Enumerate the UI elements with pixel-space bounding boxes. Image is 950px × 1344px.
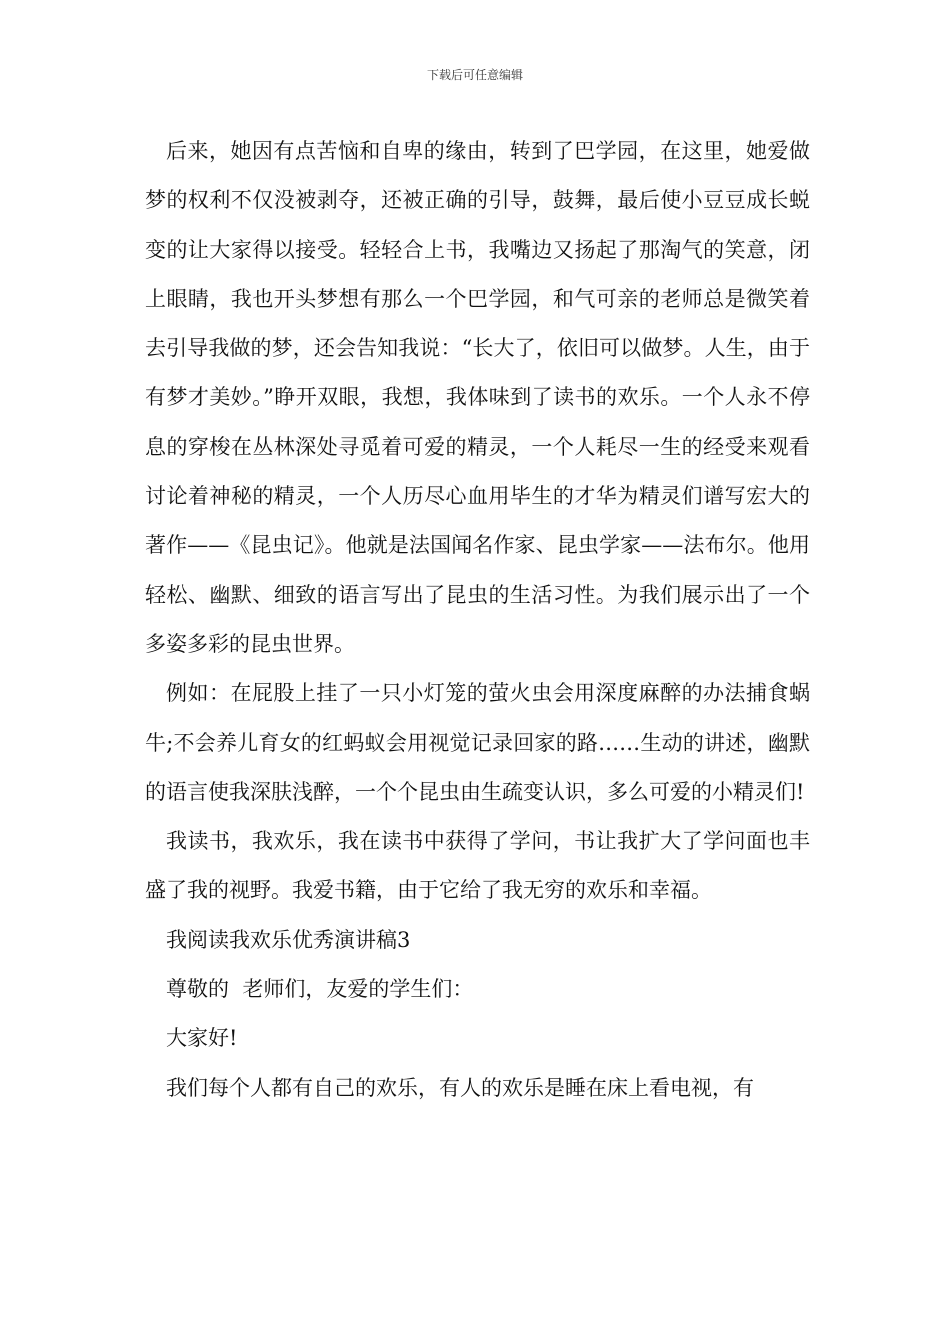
document-body <box>145 127 810 1113</box>
section-title: 我阅读我欢乐优秀演讲稿3 <box>166 927 411 952</box>
paragraph-example: 例如：在屁股上挂了一只小灯笼的萤火虫会用深度麻醉的办法捕食蜗牛;不会养儿育女的红蚂蚁会用视觉记录回家的路……生动的讲述，幽默的语言使我深肤浅醉，一个个昆虫由生疏变认识，多么可爱的小精灵们! <box>145 681 810 804</box>
page-header: 下载后可任意编辑 <box>426 68 523 82</box>
paragraph-conclusion: 我读书，我欢乐，我在读书中获得了学问，书让我扩大了学问面也丰盛了我的视野。我爱书籍，由于它给了我无穷的欢乐和幸福。 <box>145 829 810 903</box>
greeting: 大家好! <box>166 1026 238 1051</box>
salutation: 尊敬的 老师们，友爱的学生们： <box>166 977 474 1002</box>
paragraph-opening: 我们每个人都有自己的欢乐，有人的欢乐是睡在床上看电视，有 <box>166 1075 754 1100</box>
paragraph-intro: 后来，她因有点苦恼和自卑的缘由，转到了巴学园，在这里，她爱做梦的权利不仅没被剥夺，还被正确的引导，鼓舞，最后使小豆豆成长蜕变的让大家得以接受。轻轻合上书，我嘴边又扬起了那淘气的笑意，闭上眼睛，我也开头梦想有那么一个巴学园，和气可亲的老师总是微笑着去引导我做的梦，还会告知我说：“长大了，依旧可以做梦。人生，由于有梦才美妙。”睁开双眼，我想，我体味到了读书的欢乐。一个人永不停息的穿梭在丛林深处寻觅着可爱的精灵，一个人耗尽一生的经受来观看讨论着神秘的精灵，一个人历尽心血用毕生的才华为精灵们谱写宏大的著作——《昆虫记》。他就是法国闻名作家、昆虫学家——法布尔。他用轻松、幽默、细致的语言写出了昆虫的生活习性。为我们展示出了一个多姿多彩的昆虫世界。 <box>145 139 810 656</box>
